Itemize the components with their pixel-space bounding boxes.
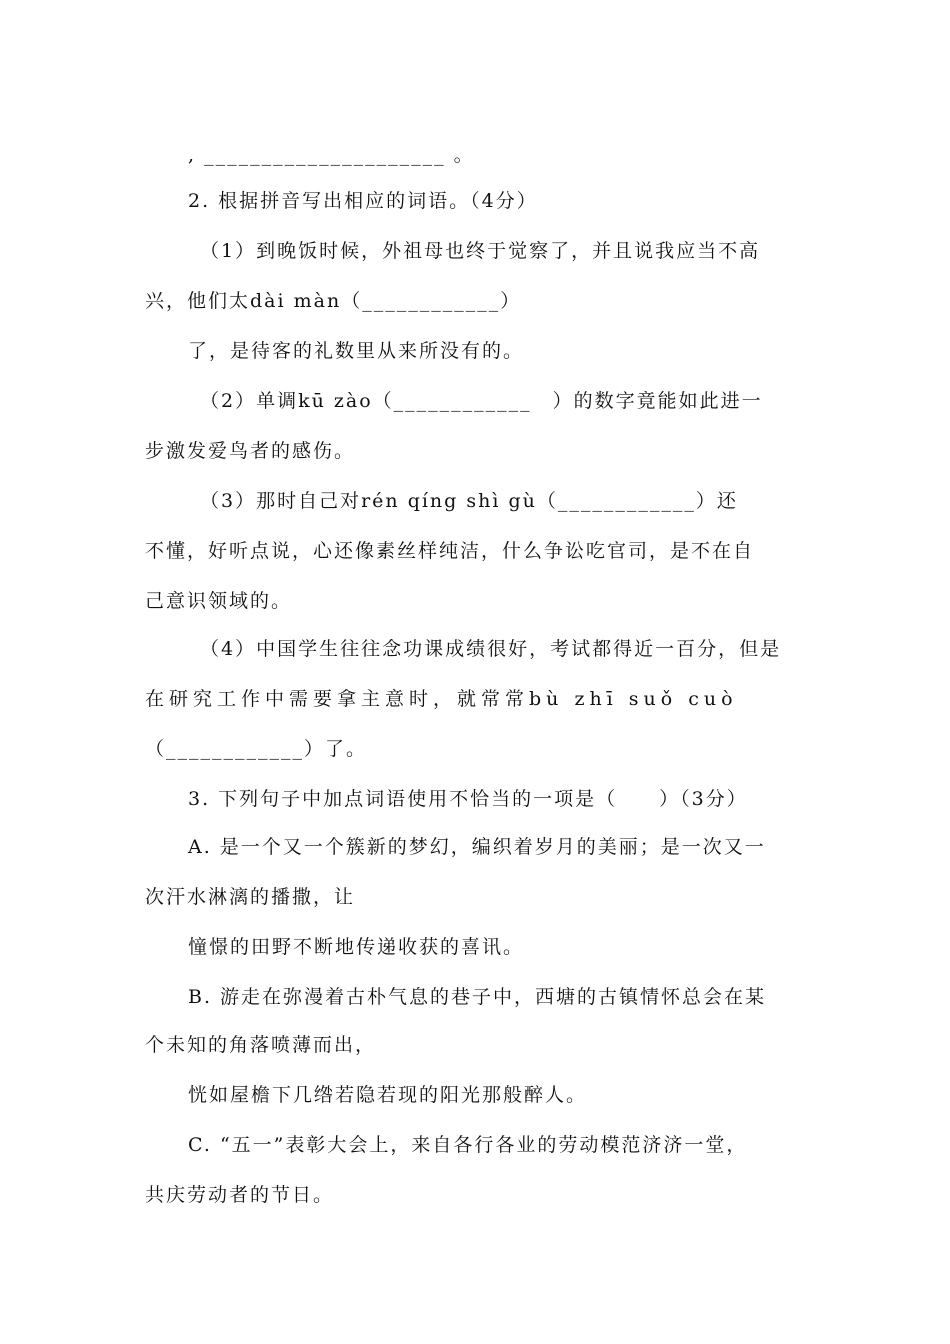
q2-item-3-line-3: 己意识领域的。 [145,590,293,612]
q2-item-2-line-2: 步激发爱鸟者的感伤。 [145,440,356,462]
option-c-line-2: 共庆劳动者的节日。 [145,1184,335,1206]
option-a-line-3: 憧憬的田野不断地传递收获的喜讯。 [188,936,525,958]
q2-item-4-line-1: （4）中国学生往往念功课成绩很好，考试都得近一百分，但是 [200,638,782,660]
q2-item-2-line-1: （2）单调kū zào（____________ ）的数字竟能如此进一 [200,390,763,412]
question-3-heading: 3. 下列句子中加点词语使用不恰当的一项是（ ）（3分） [188,788,748,810]
option-a-line-2: 次汗水淋漓的播撒，让 [145,886,356,908]
q2-item-4-line-2: 在研究工作中需要拿主意时，就常常bù zhī suǒ cuò [145,688,738,710]
answer-line-continuation: , _____________________ 。 [188,144,475,166]
q2-item-3-line-1: （3）那时自己对rén qíng shì gù（____________）还 [200,490,738,512]
option-b-line-3: 恍如屋檐下几绺若隐若现的阳光那般醉人。 [188,1084,588,1106]
q2-item-1-line-1: （1）到晚饭时候，外祖母也终于觉察了，并且说我应当不高 [200,240,761,262]
option-b-line-2: 个未知的角落喷薄而出， [145,1034,377,1056]
q2-item-3-line-2: 不懂，好听点说，心还像素丝样纯洁，什么争讼吃官司，是不在自 [145,540,755,562]
q2-item-1-line-3: 了，是待客的礼数里从来所没有的。 [188,340,525,362]
option-a-line-1: A. 是一个又一个簇新的梦幻，编织着岁月的美丽；是一次又一 [188,836,766,858]
option-c-line-1: C. “五一”表彰大会上，来自各行各业的劳动模范济济一堂， [188,1134,748,1156]
q2-item-4-line-3: （____________）了。 [145,738,368,760]
question-2-heading: 2. 根据拼音写出相应的词语。（4分） [188,190,538,212]
q2-item-1-line-2: 兴，他们太dài màn（____________） [145,290,522,312]
option-b-line-1: B. 游走在弥漫着古朴气息的巷子中，西塘的古镇情怀总会在某 [188,986,767,1008]
